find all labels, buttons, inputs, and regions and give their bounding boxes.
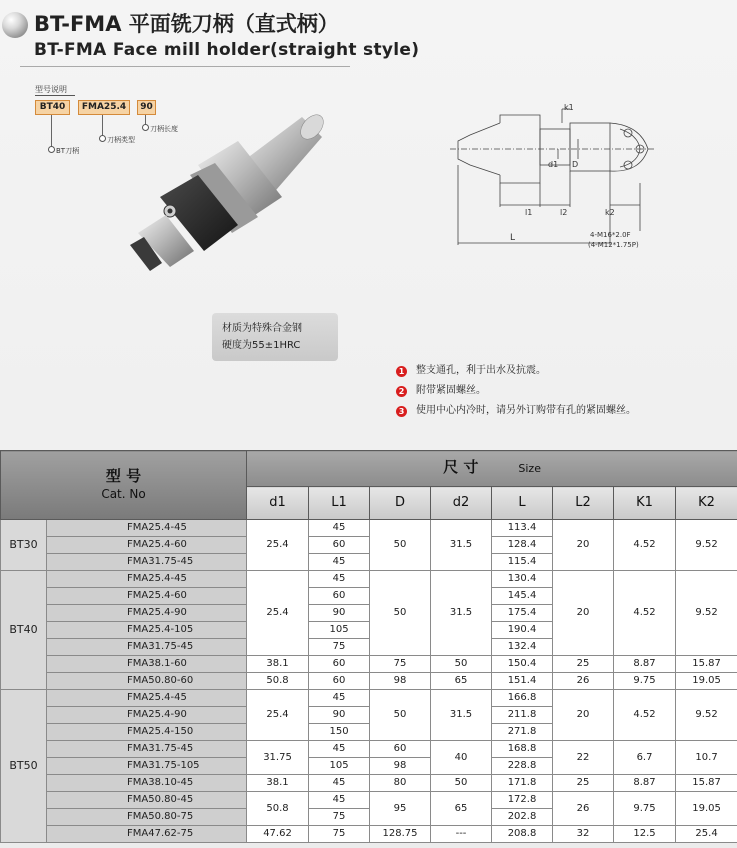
value-cell-k2: 9.52 — [676, 571, 737, 656]
value-cell-l1: 45 — [309, 571, 370, 588]
value-cell-d2: 40 — [431, 741, 492, 775]
value-cell-l: 150.4 — [492, 656, 553, 673]
value-cell-k1: 9.75 — [614, 673, 676, 690]
value-cell-d2: 65 — [431, 792, 492, 826]
value-cell-l1: 105 — [309, 758, 370, 775]
column-header: d1 — [247, 487, 309, 520]
value-cell-l1: 60 — [309, 673, 370, 690]
feature-number: 2 — [396, 386, 407, 397]
table-row — [1, 690, 737, 707]
value-cell-l: 172.8 — [492, 792, 553, 809]
feature-note — [396, 401, 636, 417]
holder-series-cell: BT50 — [1, 690, 47, 843]
spec-table — [0, 450, 737, 843]
value-cell-k1: 8.87 — [614, 775, 676, 792]
model-code-note: 刀柄类型 — [107, 136, 135, 144]
model-cell: FMA47.62-75 — [47, 826, 247, 843]
page-title-en: BT-FMA Face mill holder(straight style) — [34, 40, 420, 60]
value-cell-l: 271.8 — [492, 724, 553, 741]
model-cell: FMA25.4-150 — [47, 724, 247, 741]
value-cell-d1: 50.8 — [247, 792, 309, 826]
table-row — [1, 826, 737, 843]
value-cell-l1: 60 — [309, 537, 370, 554]
value-cell-d1: 47.62 — [247, 826, 309, 843]
dim-label: d1 — [548, 160, 559, 169]
model-cell: FMA25.4-45 — [47, 690, 247, 707]
model-code-dot — [48, 146, 55, 153]
value-cell-l1: 90 — [309, 605, 370, 622]
value-cell-l: 128.4 — [492, 537, 553, 554]
value-cell-l2: 20 — [553, 690, 614, 741]
dim-label: l1 — [525, 208, 533, 217]
value-cell-d1: 25.4 — [247, 520, 309, 571]
model-cell: FMA38.1-60 — [47, 656, 247, 673]
value-cell-l: 228.8 — [492, 758, 553, 775]
value-cell-d1: 25.4 — [247, 571, 309, 656]
value-cell-l1: 45 — [309, 775, 370, 792]
value-cell-l: 113.4 — [492, 520, 553, 537]
value-cell-k2: 9.52 — [676, 520, 737, 571]
model-code-dot — [99, 135, 106, 142]
tool-holder-photo — [120, 105, 340, 280]
value-cell-d1: 38.1 — [247, 775, 309, 792]
dim-label: D — [572, 160, 579, 169]
value-cell-k1: 9.75 — [614, 792, 676, 826]
model-code-leader — [102, 115, 103, 137]
value-cell-d2: --- — [431, 826, 492, 843]
value-cell-d1: 31.75 — [247, 741, 309, 775]
value-cell-l2: 26 — [553, 792, 614, 826]
value-cell-k1: 8.87 — [614, 656, 676, 673]
value-cell-l2: 25 — [553, 775, 614, 792]
value-cell-d2: 65 — [431, 673, 492, 690]
value-cell-k2: 25.4 — [676, 826, 737, 843]
model-cell: FMA25.4-90 — [47, 605, 247, 622]
value-cell-l1: 150 — [309, 724, 370, 741]
feature-text: 使用中心内冷时，请另外订购带有孔的紧固螺丝。 — [416, 405, 636, 416]
value-cell-d2: 31.5 — [431, 520, 492, 571]
model-cell: FMA25.4-60 — [47, 537, 247, 554]
value-cell-d: 50 — [370, 690, 431, 741]
value-cell-d2: 50 — [431, 656, 492, 673]
value-cell-l: 130.4 — [492, 571, 553, 588]
value-cell-k2: 15.87 — [676, 656, 737, 673]
column-header: d2 — [431, 487, 492, 520]
model-code-box-holder: BT40 — [35, 100, 70, 115]
model-code-label: 型号说明 — [35, 85, 67, 94]
dim-label: l2 — [560, 208, 568, 217]
value-cell-l1: 105 — [309, 622, 370, 639]
value-cell-d: 80 — [370, 775, 431, 792]
model-cell: FMA50.80-45 — [47, 792, 247, 809]
model-cell: FMA25.4-105 — [47, 622, 247, 639]
model-cell: FMA31.75-45 — [47, 741, 247, 758]
table-row — [1, 571, 737, 588]
model-code-box-type: FMA25.4 — [78, 100, 130, 115]
value-cell-d: 50 — [370, 520, 431, 571]
technical-drawing — [440, 95, 680, 255]
hardness-line: 硬度为55±1HRC — [222, 340, 301, 351]
model-cell: FMA50.80-75 — [47, 809, 247, 826]
header-cat-cn: 型 号 — [105, 467, 142, 485]
thread-note: 4-M16*2.0F — [590, 231, 631, 239]
value-cell-l1: 60 — [309, 656, 370, 673]
column-header: D — [370, 487, 431, 520]
value-cell-l: 115.4 — [492, 554, 553, 571]
value-cell-l1: 45 — [309, 792, 370, 809]
value-cell-k1: 4.52 — [614, 690, 676, 741]
column-header: K1 — [614, 487, 676, 520]
value-cell-l1: 45 — [309, 690, 370, 707]
material-info-box — [212, 313, 338, 361]
holder-series-cell: BT30 — [1, 520, 47, 571]
title-underline — [20, 66, 350, 67]
table-row — [1, 775, 737, 792]
value-cell-k2: 19.05 — [676, 792, 737, 826]
table-row — [1, 673, 737, 690]
value-cell-l: 202.8 — [492, 809, 553, 826]
thread-note-alt: (4-M12*1.75P) — [588, 241, 639, 249]
feature-note — [396, 361, 546, 377]
column-header: L — [492, 487, 553, 520]
value-cell-l: 175.4 — [492, 605, 553, 622]
value-cell-d2: 31.5 — [431, 690, 492, 741]
value-cell-l: 208.8 — [492, 826, 553, 843]
holder-series-cell: BT40 — [1, 571, 47, 690]
model-cell: FMA50.80-60 — [47, 673, 247, 690]
value-cell-d1: 50.8 — [247, 673, 309, 690]
value-cell-l2: 26 — [553, 673, 614, 690]
value-cell-k1: 6.7 — [614, 741, 676, 775]
value-cell-d1: 25.4 — [247, 690, 309, 741]
dim-label: k1 — [564, 103, 574, 112]
feature-note — [396, 381, 486, 397]
dim-label: k2 — [605, 208, 615, 217]
model-cell: FMA38.10-45 — [47, 775, 247, 792]
feature-text: 整支通孔，利于出水及抗震。 — [416, 365, 546, 376]
value-cell-l1: 45 — [309, 554, 370, 571]
value-cell-d2: 31.5 — [431, 571, 492, 656]
header-cat-no — [1, 451, 247, 520]
value-cell-l: 190.4 — [492, 622, 553, 639]
model-code-leader — [51, 115, 52, 148]
value-cell-d: 75 — [370, 656, 431, 673]
header-size — [247, 451, 737, 487]
value-cell-l: 145.4 — [492, 588, 553, 605]
value-cell-l2: 25 — [553, 656, 614, 673]
value-cell-k1: 4.52 — [614, 571, 676, 656]
model-code-box-length: 90 — [137, 100, 156, 115]
header-size-cn: 尺 寸 — [443, 458, 479, 476]
value-cell-d2: 50 — [431, 775, 492, 792]
value-cell-l1: 45 — [309, 520, 370, 537]
model-cell: FMA31.75-45 — [47, 554, 247, 571]
feature-text: 附带紧固螺丝。 — [416, 385, 486, 396]
value-cell-k2: 9.52 — [676, 690, 737, 741]
material-line: 材质为特殊合金钢 — [222, 323, 302, 334]
value-cell-k2: 10.7 — [676, 741, 737, 775]
value-cell-l2: 32 — [553, 826, 614, 843]
value-cell-d: 60 — [370, 741, 431, 758]
value-cell-l2: 22 — [553, 741, 614, 775]
value-cell-k1: 4.52 — [614, 520, 676, 571]
column-header: L2 — [553, 487, 614, 520]
value-cell-l1: 90 — [309, 707, 370, 724]
header-size-en: Size — [518, 462, 541, 475]
value-cell-l: 166.8 — [492, 690, 553, 707]
value-cell-d: 128.75 — [370, 826, 431, 843]
value-cell-d: 50 — [370, 571, 431, 656]
value-cell-l1: 60 — [309, 588, 370, 605]
value-cell-k2: 15.87 — [676, 775, 737, 792]
value-cell-k1: 12.5 — [614, 826, 676, 843]
feature-number: 1 — [396, 366, 407, 377]
value-cell-l: 132.4 — [492, 639, 553, 656]
value-cell-d: 98 — [370, 758, 431, 775]
value-cell-k2: 19.05 — [676, 673, 737, 690]
value-cell-l: 168.8 — [492, 741, 553, 758]
value-cell-d: 98 — [370, 673, 431, 690]
table-row — [1, 792, 737, 809]
column-header: L1 — [309, 487, 370, 520]
model-cell: FMA31.75-45 — [47, 639, 247, 656]
model-cell: FMA25.4-90 — [47, 707, 247, 724]
value-cell-l1: 75 — [309, 826, 370, 843]
model-cell: FMA25.4-45 — [47, 520, 247, 537]
model-code-note: BT刀柄 — [56, 147, 80, 155]
table-row — [1, 741, 737, 758]
model-code-label-underline — [35, 95, 75, 96]
value-cell-d: 95 — [370, 792, 431, 826]
title-bullet-ball — [2, 12, 28, 38]
model-cell: FMA31.75-105 — [47, 758, 247, 775]
value-cell-l: 151.4 — [492, 673, 553, 690]
value-cell-l2: 20 — [553, 571, 614, 656]
value-cell-l: 171.8 — [492, 775, 553, 792]
model-code-note: 刀柄长度 — [150, 125, 178, 133]
value-cell-l1: 45 — [309, 741, 370, 758]
dim-label: L — [510, 233, 516, 243]
value-cell-d1: 38.1 — [247, 656, 309, 673]
feature-number: 3 — [396, 406, 407, 417]
model-cell: FMA25.4-45 — [47, 571, 247, 588]
value-cell-l2: 20 — [553, 520, 614, 571]
model-cell: FMA25.4-60 — [47, 588, 247, 605]
value-cell-l1: 75 — [309, 639, 370, 656]
value-cell-l1: 75 — [309, 809, 370, 826]
table-row — [1, 656, 737, 673]
value-cell-l: 211.8 — [492, 707, 553, 724]
column-header: K2 — [676, 487, 737, 520]
header-cat-en: Cat. No — [101, 487, 146, 501]
page-title-cn: BT-FMA 平面铣刀柄（直式柄） — [34, 12, 339, 36]
table-row — [1, 520, 737, 537]
